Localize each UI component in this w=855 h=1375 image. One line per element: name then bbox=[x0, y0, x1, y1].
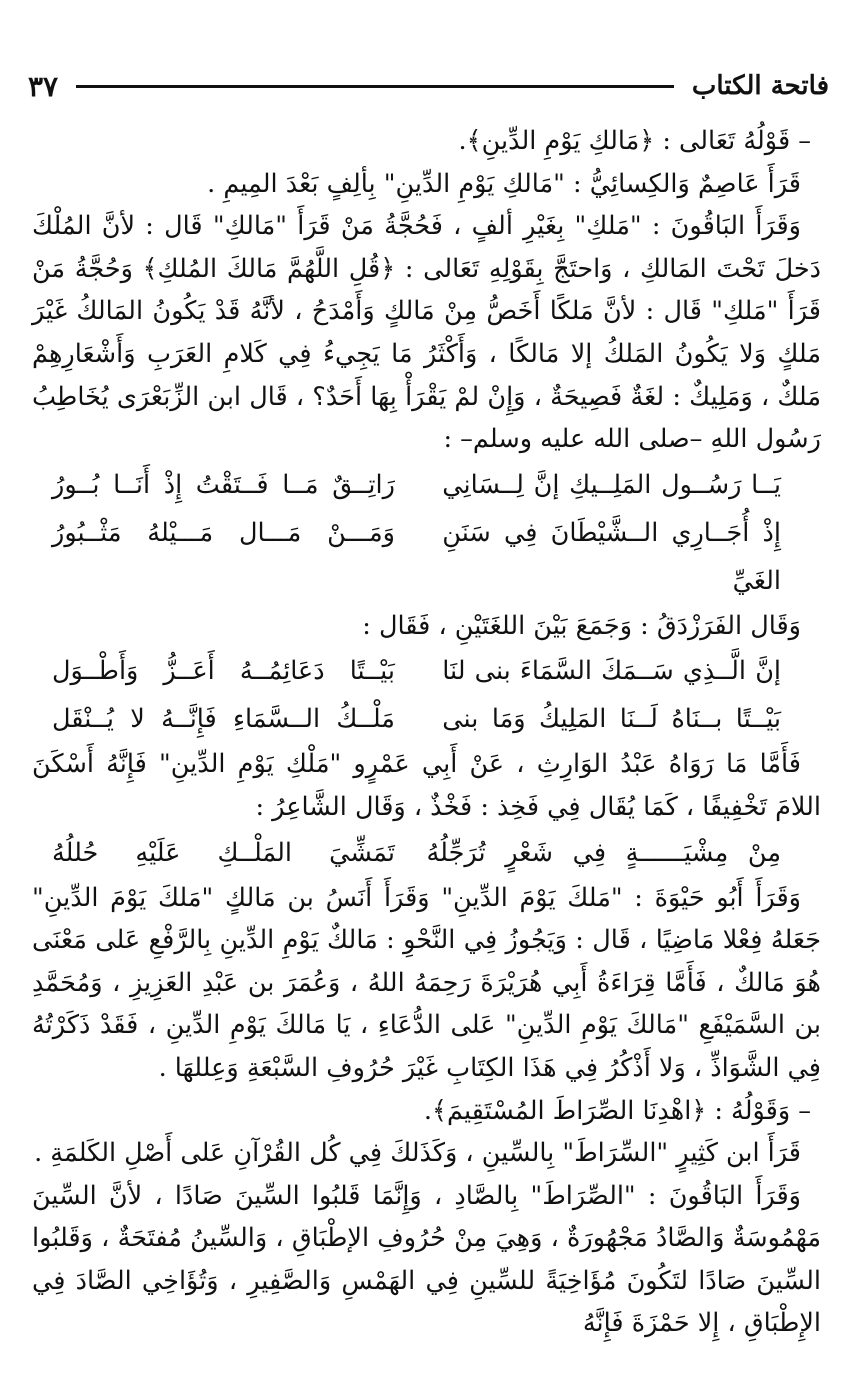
section-heading: – قَوْلُهُ تَعَالى : ﴿مَالكِ يَوْمِ الدِّينِ﴾. bbox=[458, 126, 811, 156]
verse-first-hemistich: إنَّ الَّــذِي سَــمَكَ السَّمَاءَ بنى لنَا bbox=[442, 656, 781, 687]
poem-verse bbox=[32, 647, 821, 695]
page-body bbox=[32, 120, 821, 1345]
poem-verse bbox=[32, 461, 821, 509]
verse-first-hemistich: إِذْ أُجَــارِي الــشَّيْطَانَ فِي سَنَنِ الغَيِّ bbox=[442, 517, 781, 596]
paragraph: وَقَال الفَرَزْدَقُ : وَجَمَعَ بَيْنَ اللغَتَيْنِ ، فَقَال : bbox=[362, 610, 801, 641]
section-heading: – وَقَوْلُهُ : ﴿اهْدِنَا الصِّرَاطَ المُسْتَقِيمَ﴾. bbox=[423, 1095, 811, 1126]
chapter-title: فاتحة الكتاب bbox=[691, 71, 829, 101]
paragraph: وَقَرَأَ البَاقُونَ : "الصِّرَاطَ" بِالصَّادِ ، وَإِنَّمَا قَلبُوا السِّينَ صَادًا ، لأنَّ السِّينَ مَهْمُوسَةٌ وَالصَّادُ مَجْهُورَةٌ ، وَهِيَ مِنْ حُرُوفِ الإطْبَاقِ ، وَالسِّينُ مُفتَحَةٌ ، وَقَلبُوا السِّينَ صَادًا لتَكُونَ مُؤَاخِيَةً للسِّينِ فِي الهَمْسِ وَالصَّفِيرِ ، وَتُؤَاخِي الصَّادَ فِي الإِطْبَاقِ ، إِلا حَمْزَةَ فَإِنَّهُ bbox=[32, 1180, 821, 1339]
verse-second-hemistich: رَاتِــقٌ مَــا فَــتَقْتُ إِذْ أَنَــا بُــورُ bbox=[52, 469, 395, 500]
verse-first-hemistich: مِنْ مِشْيَــــــةٍ فِي شَعْرٍ تُرَجِّلُهُ bbox=[426, 837, 781, 868]
header-rule bbox=[76, 85, 674, 88]
poem-verse bbox=[32, 695, 821, 743]
poem-verse bbox=[32, 509, 821, 605]
paragraph: قَرَأَ ابن كَثِيرٍ "السِّرَاطَ" بِالسِّينِ ، وَكَذَلكَ فِي كُل القُرْآنِ عَلى أَصْلِ الكَلمَةِ . bbox=[34, 1138, 801, 1169]
paragraph: وَقَرَأَ أَبُو حَيْوَةَ : "مَلكَ يَوْمَ الدِّينِ" وَقَرَأَ أَنَسُ بن مَالكٍ "مَلكَ يَوْمَ الدِّينِ" جَعَلهُ فِعْلا مَاضِيًا ، قَال : وَيَجُوزُ فِي النَّحْوِ : مَالكٌ يَوْمِ الدِّينِ بِالرَّفْعِ عَلى مَعْنَى هُوَ مَالكٌ ، فَأَمَّا قِرَاءَةُ أَبِي هُرَيْرَةَ رَحِمَهُ اللهُ ، وَعُمَرَ بن عَبْدِ العَزِيزِ ، وَمُحَمَّدِ بن السَّمَيْفَعِ "مَالكَ يَوْمِ الدِّينِ" عَلى الدُّعَاءِ ، يَا مَالكَ يَوْمِ الدِّينِ ، فَقَدْ ذَكَرْتُهُ فِي الشَّوَاذِّ ، وَلا أَذْكُرُ فِي هَذَا الكِتَابِ غَيْرَ حُرُوفِ السَّبْعَةِ وَعِللهَا . bbox=[32, 882, 821, 1083]
verse-second-hemistich: مَلْــكُ الــسَّمَاءِ فَإِنَّــهُ لا يُــنْقَل bbox=[52, 704, 395, 735]
paragraph: وَقَرَأَ البَاقُونَ : "مَلكِ" بِغَيْرِ ألفٍ ، فَحُجَّةُ مَنْ قَرَأَ "مَالكِ" قَال : لأنَّ المُلْكَ دَخلَ تَحْتَ المَالكِ ، وَاحتَجَّ بِقَوْلِهِ تَعَالى : ﴿قُلِ اللَّهُمَّ مَالكَ المُلكِ﴾ وَحُجَّةُ مَنْ قَرَأَ "مَلكِ" قَال : لأنَّ مَلكًا أَخَصُّ مِنْ مَالكٍ وَأَمْدَحُ ، لأنَّهُ قَدْ يَكُونُ المَالكُ غَيْرَ مَلكٍ وَلا يَكُونُ المَلكُ إلا مَالكًا ، وَأَكْثَرُ مَا يَجِيءُ فِي كَلامِ العَرَبِ وَأَشْعَارِهِمْ مَلكٌ ، وَمَلِيكٌ : لغَةٌ فَصِيحَةٌ ، وَإِنْ لمْ يَقْرَأْ بِهَا أَحَدٌ؟ ، قَال ابن الزِّبَعْرَى يُخَاطِبُ رَسُول اللهِ –صلى الله عليه وسلم– : bbox=[32, 211, 821, 455]
verse-second-hemistich: بَيْــتًا دَعَائِمُــهُ أَعَــزُّ وَأَطْــوَل bbox=[52, 656, 395, 687]
verse-first-hemistich: يَــا رَسُــول المَلِــيكِ إنَّ لِــسَانِي bbox=[442, 469, 781, 500]
verse-second-hemistich: تَمَشِّيَ المَلْــكِ عَلَيْهِ حُللُهُ bbox=[52, 837, 395, 868]
paragraph: قَرَأَ عَاصِمٌ وَالكِسائِيُّ : "مَالكِ يَوْمِ الدِّينِ" بِألِفٍ بَعْدَ المِيمِ . bbox=[207, 168, 801, 199]
running-header bbox=[28, 62, 829, 110]
verse-second-hemistich: وَمَـــنْ مَـــال مَـــيْلهُ مَثْــبُورُ bbox=[52, 517, 395, 548]
page-number: ٣٧ bbox=[28, 69, 59, 103]
poem-verse bbox=[32, 829, 821, 877]
verse-first-hemistich: بَيْــتًا بــنَاهُ لَــنَا المَلِيكُ وَمَا بنى bbox=[442, 704, 781, 735]
paragraph: فَأَمَّا مَا رَوَاهُ عَبْدُ الوَارِثِ ، عَنْ أَبِي عَمْرٍو "مَلْكِ يَوْمِ الدِّينِ" فَإِنَّهُ أَسْكَنَ اللامَ تَخْفِيفًا ، كَمَا يُقَال فِي فَخِذ : فَخْذٌ ، وَقَال الشَّاعِرُ : bbox=[32, 749, 821, 822]
